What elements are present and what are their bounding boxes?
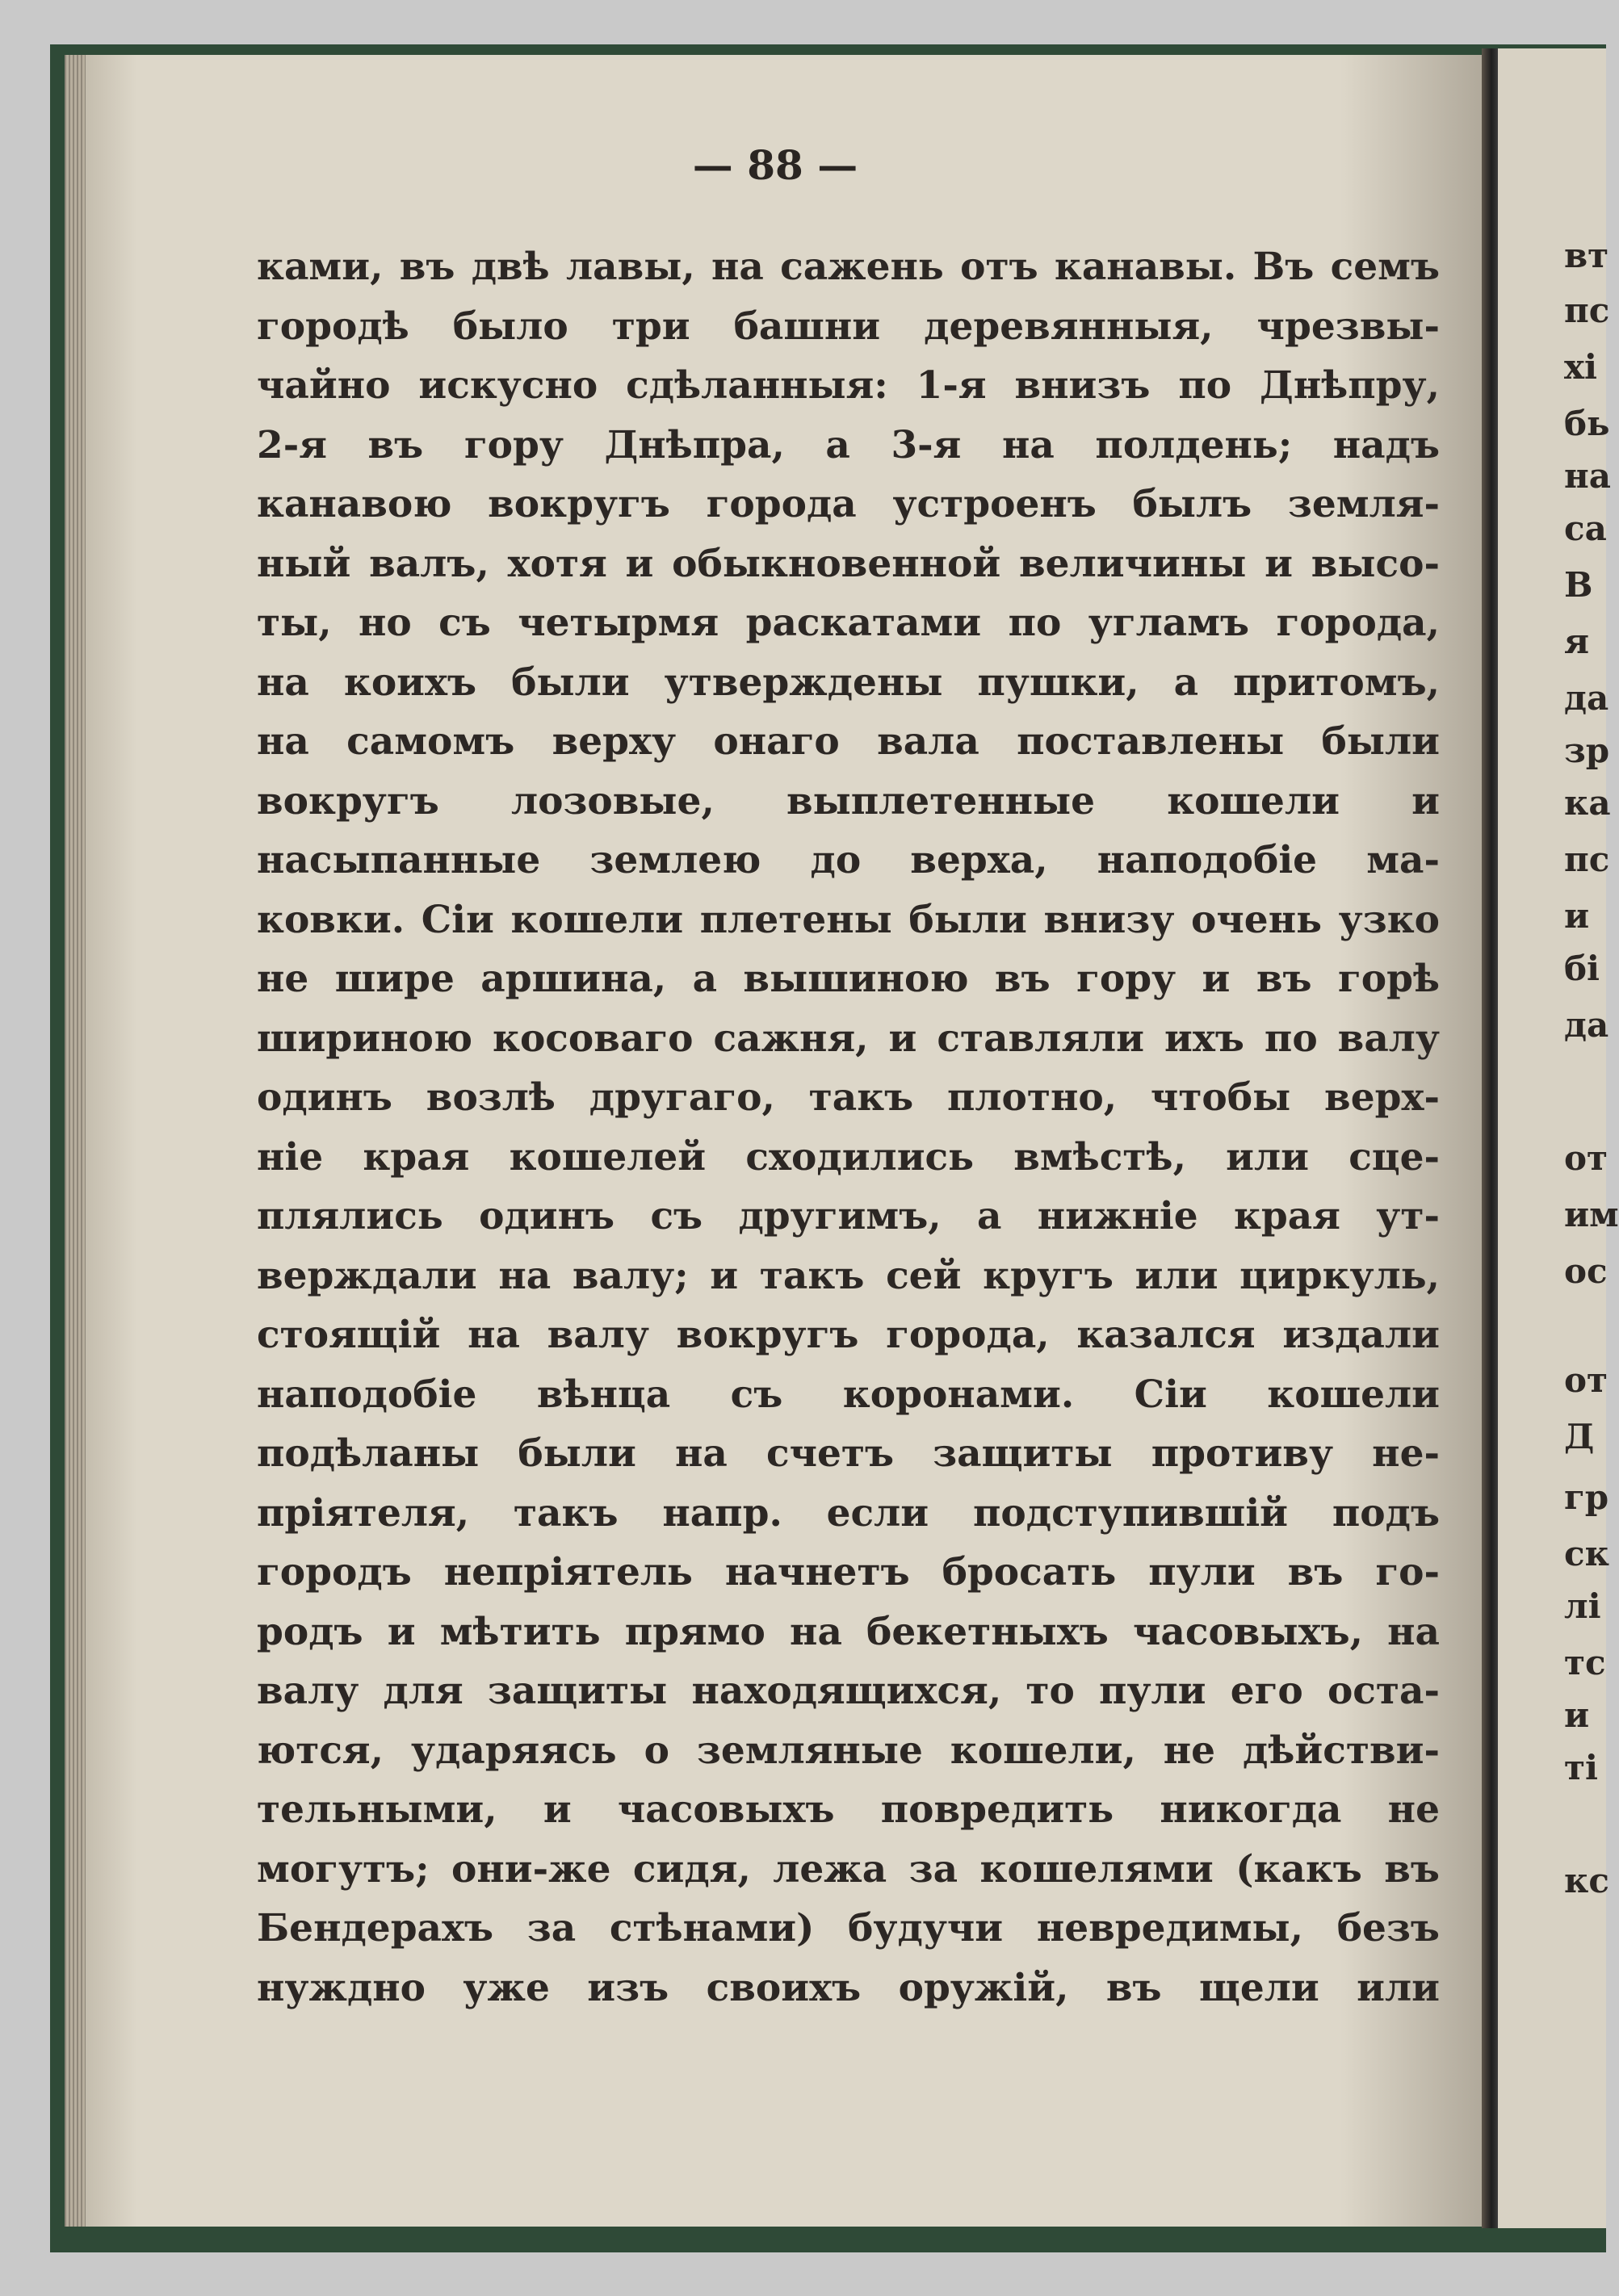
text-line: одинъ возлѣ другаго, такъ плотно, чтобы верх- xyxy=(257,1075,1440,1120)
next-page-fragment: вт xyxy=(1564,236,1609,275)
next-page-fragment: и xyxy=(1564,896,1590,936)
folio-area xyxy=(65,0,1486,242)
next-page-fragment: ті xyxy=(1564,1748,1598,1787)
text-line: ковки. Сіи кошели плетены были внизу очень узко xyxy=(257,897,1440,942)
text-line: наподобіе вѣнца съ коронами. Сіи кошели xyxy=(257,1372,1440,1417)
next-page-fragment: В xyxy=(1564,565,1593,605)
text-line: подѣланы были на счетъ защиты противу не- xyxy=(257,1431,1440,1476)
next-page-fragment: ка xyxy=(1564,783,1611,823)
next-page-fragment: я xyxy=(1564,622,1590,661)
text-line: ются, ударяясь о земляные кошели, не дѣйстви- xyxy=(257,1728,1440,1773)
text-line: ками, въ двѣ лавы, на сажень отъ канавы. Въ семъ xyxy=(257,245,1440,289)
text-line: канавою вокругъ города устроенъ былъ земля- xyxy=(257,482,1440,526)
page-text xyxy=(257,237,1440,2017)
text-line: плялись одинъ съ другимъ, а нижніе края ут- xyxy=(257,1194,1440,1238)
page-number: — 88 — xyxy=(692,141,858,189)
text-line: ты, но съ четырмя раскатами по угламъ города, xyxy=(257,601,1440,645)
text-line: валу для защиты находящихся, то пули его оста- xyxy=(257,1669,1440,1713)
next-page-fragment: на xyxy=(1564,456,1611,496)
next-page-fragment: зр xyxy=(1564,731,1610,770)
next-page-fragment: бі xyxy=(1564,949,1600,988)
next-page-fragment: пс xyxy=(1564,291,1610,330)
next-page-fragment: и xyxy=(1564,1695,1590,1735)
text-line: могутъ; они-же сидя, лежа за кошелями (какъ въ xyxy=(257,1846,1440,1892)
text-line: вокругъ лозовые, выплетенные кошели и xyxy=(257,778,1440,823)
next-page-fragment: тс xyxy=(1564,1643,1606,1682)
text-line: на коихъ были утверждены пушки, а притомъ, xyxy=(257,660,1440,705)
text-line: пріятеля, такъ напр. если подступившій подъ xyxy=(257,1490,1440,1536)
next-page-fragment: хі xyxy=(1564,347,1597,387)
next-page-fragment: от xyxy=(1564,1360,1609,1400)
text-line: чайно искусно сдѣланныя: 1-я внизъ по Днѣпру, xyxy=(257,363,1440,408)
next-page-fragment: гр xyxy=(1564,1477,1609,1517)
next-page-fragment: са xyxy=(1564,509,1607,548)
next-page-fragment: да xyxy=(1564,1005,1609,1045)
text-line: насыпанные землею до верха, наподобіе ма- xyxy=(257,838,1440,882)
next-page-fragment: лі xyxy=(1564,1586,1601,1626)
text-line: не шире аршина, а вышиною въ гору и въ горѣ xyxy=(257,957,1440,1001)
text-line: Бендерахъ за стѣнами) будучи невредимы, безъ xyxy=(257,1906,1440,1950)
text-line: нуждно уже изъ своихъ оружій, въ щели или xyxy=(257,1965,1440,2010)
text-line: ніе края кошелей сходились вмѣстѣ, или сце- xyxy=(257,1134,1440,1179)
text-line: верждали на валу; и такъ сей кругъ или циркуль, xyxy=(257,1253,1440,1298)
text-line: ный валъ, хотя и обыкновенной величины и высо- xyxy=(257,541,1440,586)
text-line: 2-я въ гору Днѣпра, а 3-я на полдень; надъ xyxy=(257,422,1440,467)
next-page-fragment: кс xyxy=(1564,1861,1609,1900)
text-line: городъ непріятель начнетъ бросать пули въ го- xyxy=(257,1550,1440,1594)
text-line: тельными, и часовыхъ повредить никогда не xyxy=(257,1787,1440,1832)
text-line: городѣ было три башни деревянныя, чрезвы- xyxy=(257,304,1440,349)
next-page-fragment: ос xyxy=(1564,1251,1608,1291)
next-page-fragment: им xyxy=(1564,1195,1619,1234)
next-page-fragment: бь xyxy=(1564,404,1610,443)
text-line: стоящій на валу вокругъ города, казался издали xyxy=(257,1313,1440,1357)
text-line: шириною косоваго сажня, и ставляли ихъ по валу xyxy=(257,1016,1440,1061)
next-page-fragment: от xyxy=(1564,1138,1609,1178)
text-line: на самомъ верху онаго вала поставлены были xyxy=(257,719,1440,764)
next-page-fragment: ск xyxy=(1564,1534,1609,1573)
next-page-fragment: да xyxy=(1564,678,1609,718)
text-line: родъ и мѣтить прямо на бекетныхъ часовыхъ, на xyxy=(257,1609,1440,1654)
page-edge xyxy=(65,55,86,2227)
book-gutter xyxy=(1482,48,1498,2228)
next-page-fragment: Д xyxy=(1564,1417,1595,1456)
next-page-fragment: пс xyxy=(1564,840,1610,879)
